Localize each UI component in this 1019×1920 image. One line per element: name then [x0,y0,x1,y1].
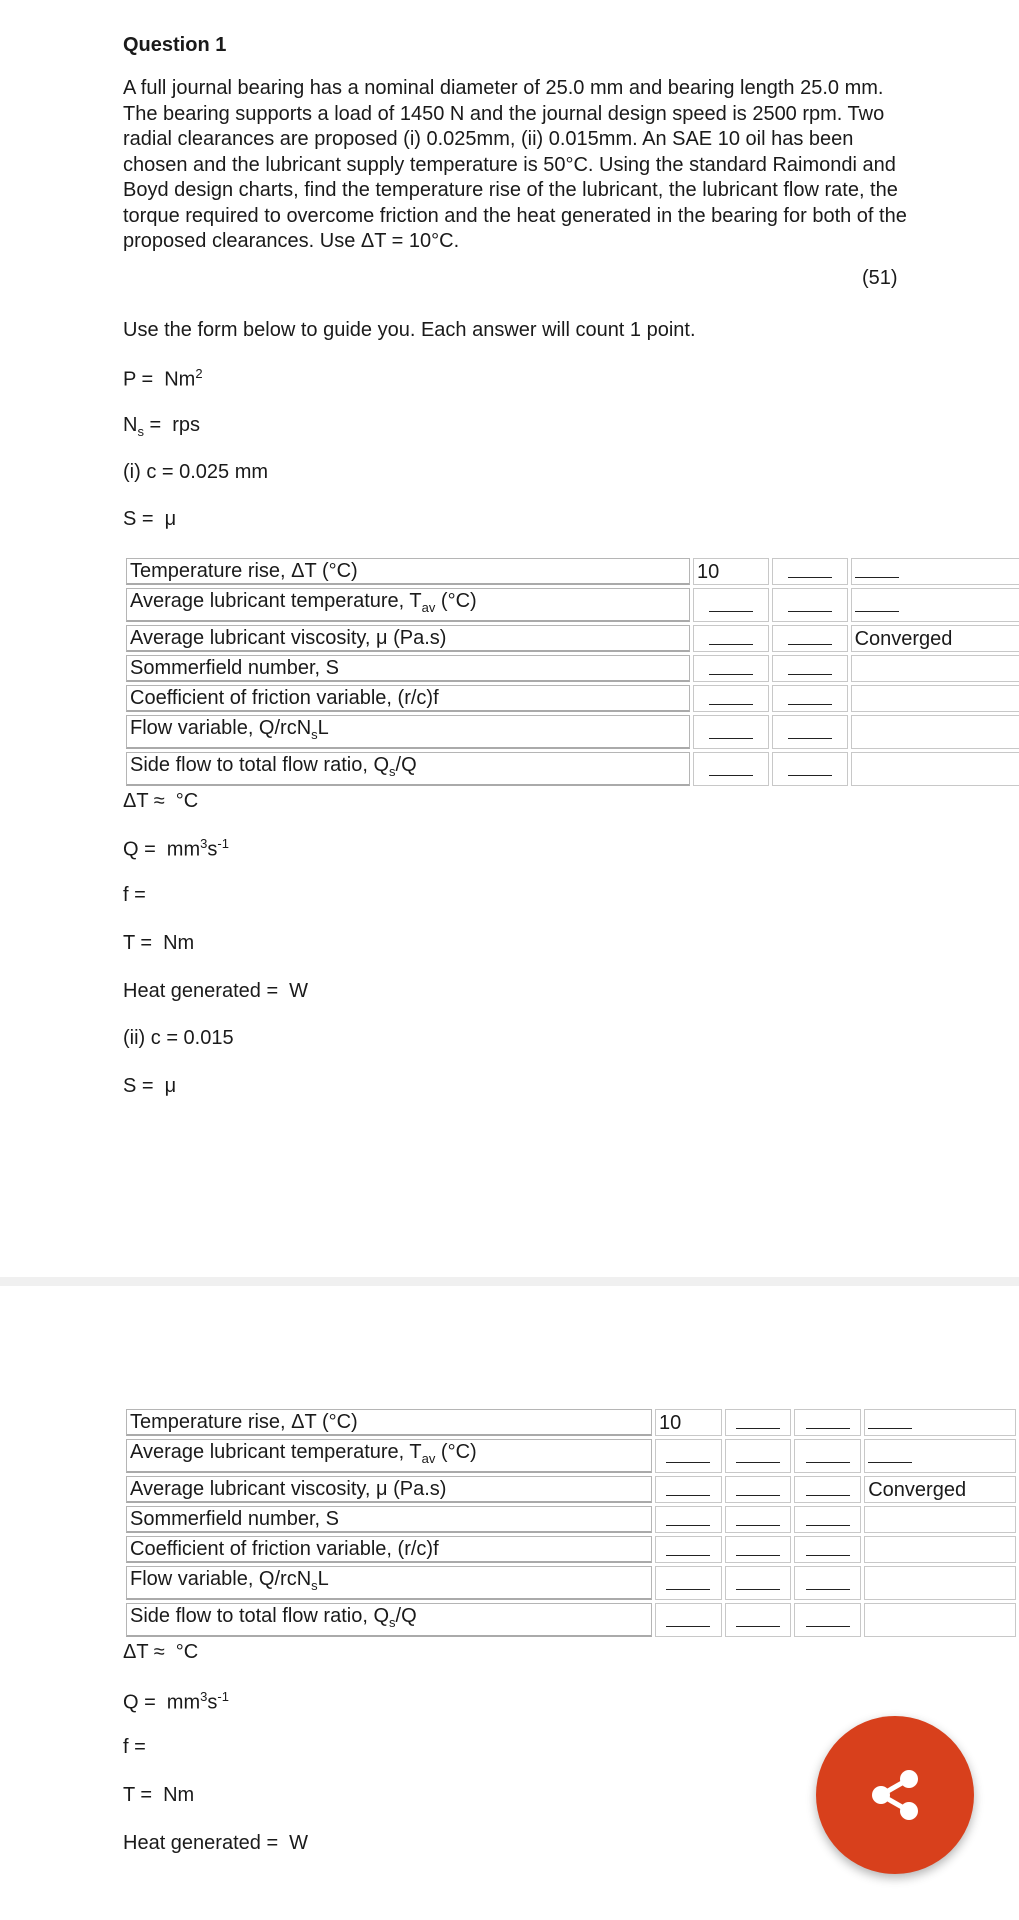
row-label: Temperature rise, ΔT (°C) [126,1409,652,1436]
share-icon [865,1765,925,1825]
table-cell[interactable] [864,1566,1016,1600]
row-label: Flow variable, Q/rcN$_s$L [126,715,690,749]
row-label: Coefficient of friction variable, (r/c)f [126,1536,652,1563]
case2-t-line: T = Nm [123,1784,195,1806]
table-cell[interactable] [794,1476,861,1503]
case2-s-line: S = μ [123,1075,177,1097]
table-row [126,655,1019,682]
case1-f-line: f = [123,884,146,906]
case2-heading: (ii) c = 0.015 [123,1027,234,1049]
initial-dt-cell[interactable]: 10 [693,558,769,585]
table-cell[interactable] [725,1536,792,1563]
table-row [126,1603,1016,1637]
table-row [126,588,1019,622]
table-cell[interactable] [725,1439,792,1473]
table-row [126,558,1019,585]
table-row [126,625,1019,652]
case2-heat-line: Heat generated = W [123,1832,309,1854]
table-cell[interactable] [772,655,848,682]
table-row [126,1409,1016,1436]
table-cell[interactable] [794,1409,861,1436]
row-label: Average lubricant temperature, $T_{av}$ (°C) [126,588,690,622]
table-cell[interactable] [655,1603,722,1637]
table-cell[interactable] [655,1439,722,1473]
case1-t-line: T = Nm [123,932,195,954]
case1-heat-line: Heat generated = W [123,980,309,1002]
table-cell[interactable] [693,655,769,682]
table-cell[interactable] [772,625,848,652]
table-cell[interactable] [864,1506,1016,1533]
row-label: Average lubricant viscosity, μ (Pa.s) [126,625,690,652]
case2-iteration-table [123,1406,1019,1640]
table-cell[interactable] [851,655,1019,682]
case2-f-line: f = [123,1736,146,1758]
table-cell[interactable] [794,1506,861,1533]
case2-q-line: $Q = mm^3s^{-1}$ [123,1689,229,1714]
table-cell[interactable] [851,685,1019,712]
row-label: Sommerfield number, S [126,1506,652,1533]
table-cell[interactable] [693,588,769,622]
table-row [126,752,1019,786]
table-cell[interactable] [693,685,769,712]
table-cell[interactable] [851,588,1019,622]
row-label: Flow variable, Q/rcN$_s$L [126,1566,652,1600]
table-cell[interactable] [851,715,1019,749]
initial-dt-cell[interactable]: 10 [655,1409,722,1436]
p-line: $P = Nm^2$ [123,366,203,391]
question-body: A full journal bearing has a nominal diameter of 25.0 mm and bearing length 25.0 mm. The bearing supports a load of 1450 N and the journal design speed is 2500 rpm. Two radial clearances are proposed (i) 0.025mm, (ii) 0.015mm. An SAE 10 oil has been chosen and the lubricant supply temperature is 50°C. Using the standard Raimondi and Boyd design charts, find the temperature rise of the lubricant, the lubricant flow rate, the torque required to overcome friction and the heat generated in the bearing for both of the proposed clearances. Use ΔT = 10°C. [123,77,907,252]
table-cell[interactable] [851,752,1019,786]
converged-cell: Converged [851,625,1019,652]
table-cell[interactable] [864,1439,1016,1473]
table-cell[interactable] [693,752,769,786]
table-row [126,1506,1016,1533]
table-cell[interactable] [772,715,848,749]
table-cell[interactable] [693,715,769,749]
table-cell[interactable] [851,558,1019,585]
table-row [126,1476,1016,1503]
case1-dt-line: ΔT ≈ °C [123,790,199,812]
converged-cell: Converged [864,1476,1016,1503]
table-cell[interactable] [725,1603,792,1637]
table-cell[interactable] [725,1409,792,1436]
row-label: Coefficient of friction variable, (r/c)f [126,685,690,712]
row-label: Sommerfield number, S [126,655,690,682]
table-cell[interactable] [655,1506,722,1533]
share-button[interactable] [816,1716,974,1874]
case1-s-line: S = μ [123,508,177,530]
table-cell[interactable] [772,558,848,585]
row-label: Average lubricant temperature, $T_{av}$ (°C) [126,1439,652,1473]
row-label: Average lubricant viscosity, μ (Pa.s) [126,1476,652,1503]
table-cell[interactable] [725,1476,792,1503]
row-label: Temperature rise, ΔT (°C) [126,558,690,585]
table-cell[interactable] [864,1536,1016,1563]
case1-iteration-table [123,555,1019,789]
question-marks: (51) [862,267,898,289]
table-row [126,715,1019,749]
table-cell[interactable] [794,1439,861,1473]
table-cell[interactable] [772,588,848,622]
table-cell[interactable] [794,1536,861,1563]
table-cell[interactable] [725,1506,792,1533]
table-cell[interactable] [693,625,769,652]
table-cell[interactable] [794,1566,861,1600]
form-instruction: Use the form below to guide you. Each answer will count 1 point. [123,319,696,341]
table-cell[interactable] [864,1409,1016,1436]
table-cell[interactable] [794,1603,861,1637]
case1-heading: (i) c = 0.025 mm [123,461,269,483]
question-title: Question 1 [123,34,227,56]
table-cell[interactable] [864,1603,1016,1637]
row-label: Side flow to total flow ratio, $Q_s/Q$ [126,1603,652,1637]
table-cell[interactable] [655,1566,722,1600]
table-row [126,1566,1016,1600]
row-label: Side flow to total flow ratio, $Q_s/Q$ [126,752,690,786]
table-cell[interactable] [725,1566,792,1600]
table-row [126,1439,1016,1473]
case2-dt-line: ΔT ≈ °C [123,1641,199,1663]
table-cell[interactable] [655,1476,722,1503]
table-row [126,1536,1016,1563]
page-divider [0,1277,1019,1286]
ns-line: $N_s$ = rps [123,414,200,439]
table-cell[interactable] [772,752,848,786]
table-cell[interactable] [655,1536,722,1563]
case1-q-line: $Q = mm^3s^{-1}$ [123,836,229,861]
table-cell[interactable] [772,685,848,712]
table-row [126,685,1019,712]
